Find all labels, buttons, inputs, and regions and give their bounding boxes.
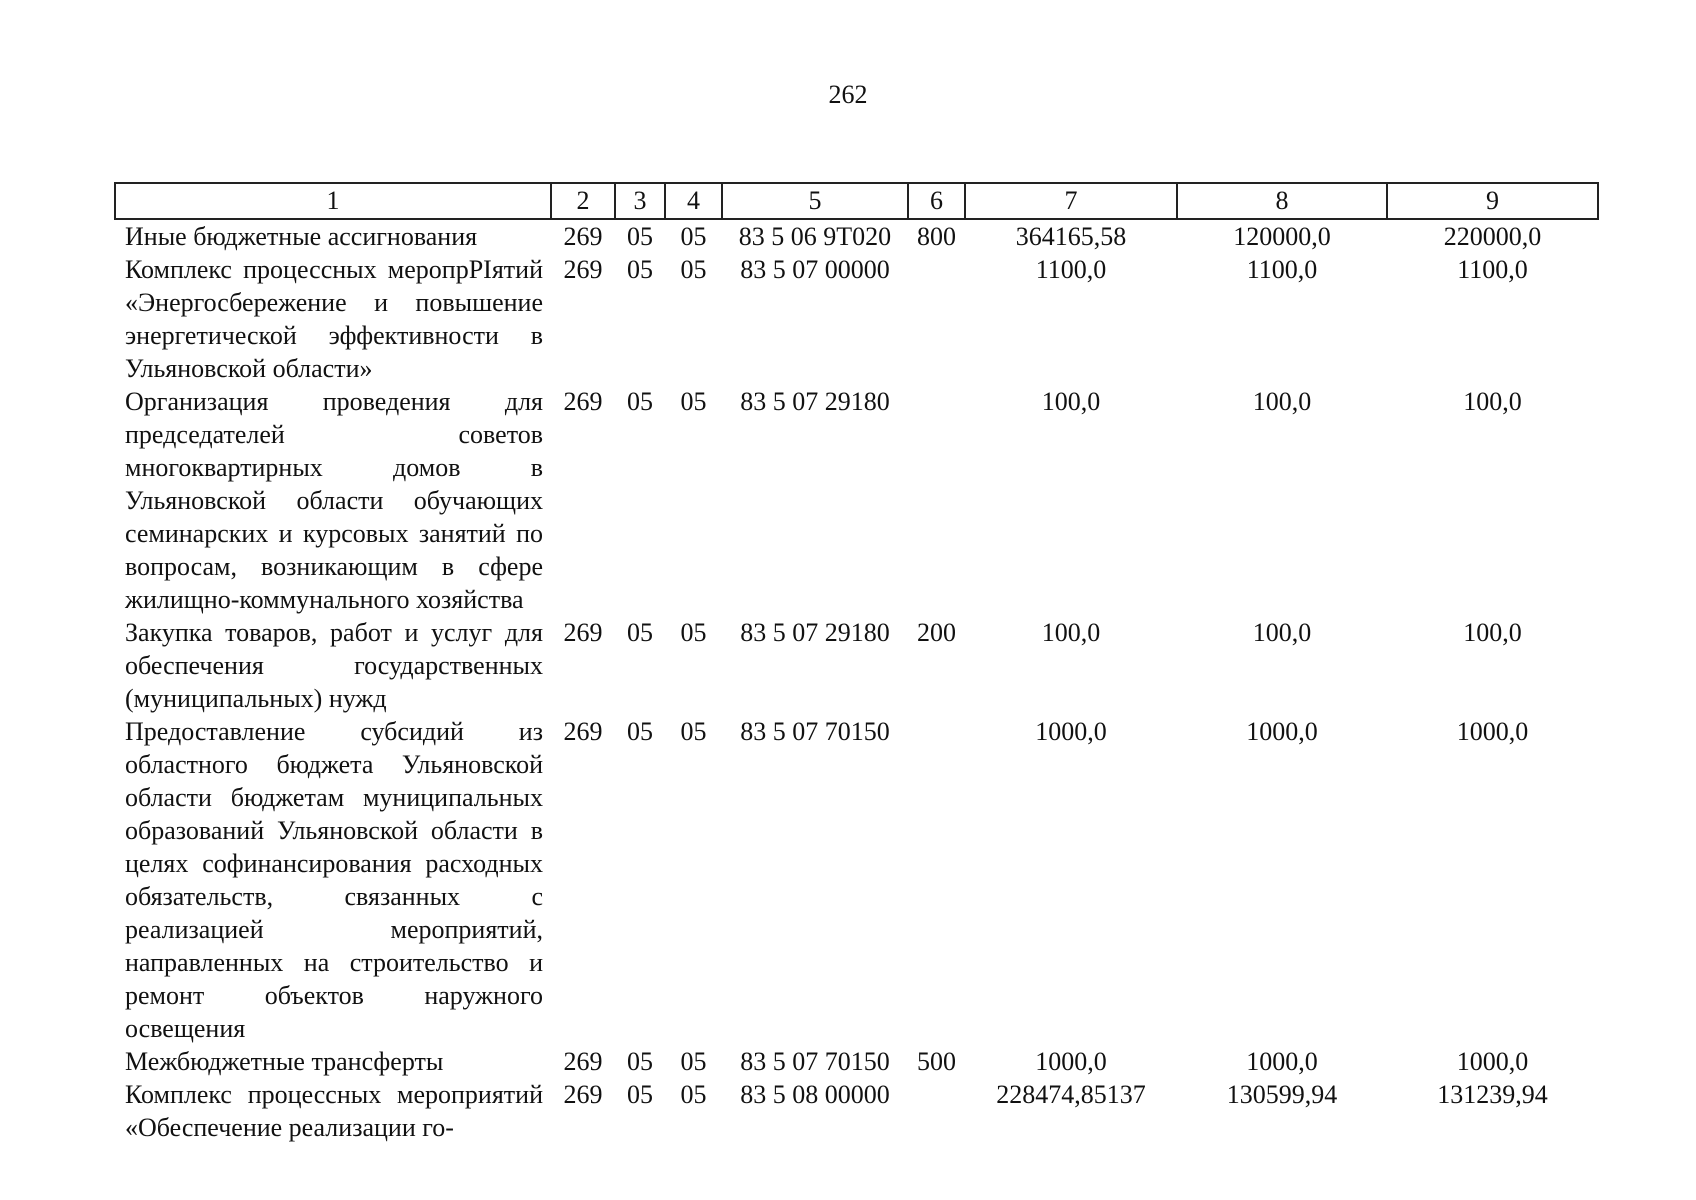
cell-code-3: 05 [627,387,653,416]
cell-code-3: 05 [627,255,653,284]
cell-code-4: 05 [680,1047,707,1076]
table-row [115,715,1598,1045]
page-number: 262 [828,80,868,109]
cell-amount-8: 1100,0 [1246,255,1318,284]
cell-amount-9: 100,0 [1463,618,1522,647]
cell-code-6: 800 [917,222,956,251]
cell-code-5: 83 5 07 29180 [740,618,890,647]
table-row [115,1078,1598,1144]
row-name: Комплекс процессных меропрPIятий «Энергосбережение и повышение энергетической эффективности в Ульяновской области» [125,255,543,383]
cell-amount-9: 131239,94 [1437,1080,1548,1109]
header-col-6: 6 [908,183,965,219]
cell-code-3: 05 [627,1080,653,1109]
header-col-8: 8 [1177,183,1387,219]
cell-amount-8: 1000,0 [1246,717,1318,746]
cell-code-4: 05 [680,618,707,647]
cell-code-2: 269 [563,618,603,647]
cell-amount-8: 130599,94 [1226,1080,1338,1109]
budget-table-container [114,182,1597,1144]
cell-amount-9: 220000,0 [1443,222,1542,251]
header-col-1: 1 [115,183,551,219]
cell-code-4: 05 [680,387,707,416]
cell-amount-9: 1000,0 [1456,1047,1529,1076]
cell-code-4: 05 [680,222,707,251]
cell-code-3: 05 [627,222,653,251]
header-col-7: 7 [965,183,1177,219]
table-row [115,385,1598,616]
header-col-9: 9 [1387,183,1598,219]
table-row [115,219,1598,253]
header-row [115,183,1598,219]
cell-code-2: 269 [563,717,603,746]
header-col-4: 4 [665,183,722,219]
cell-amount-9: 1100,0 [1457,255,1528,284]
cell-code-4: 05 [680,255,707,284]
cell-code-5: 83 5 07 00000 [740,255,890,284]
cell-code-6 [908,1078,965,1144]
cell-amount-7: 1000,0 [1035,717,1107,746]
header-col-2: 2 [551,183,615,219]
cell-amount-8: 120000,0 [1233,222,1331,251]
cell-amount-7: 1100,0 [1035,255,1107,284]
cell-code-2: 269 [563,387,603,416]
cell-code-3: 05 [627,717,653,746]
cell-code-6: 500 [917,1047,956,1076]
header-col-3: 3 [615,183,665,219]
cell-code-6 [908,385,965,616]
cell-code-5: 83 5 06 9Т020 [738,222,892,251]
cell-code-5: 83 5 07 70150 [740,717,890,746]
cell-code-5: 83 5 07 29180 [740,387,890,416]
cell-code-3: 05 [627,618,653,647]
cell-code-2: 269 [563,255,603,284]
row-name: Закупка товаров, работ и услуг для обеспечения государственных (муниципальных) нужд [125,618,543,713]
table-row [115,253,1598,385]
budget-table [114,182,1599,1144]
header-col-5: 5 [722,183,908,219]
cell-amount-7: 100,0 [1041,387,1101,416]
cell-amount-9: 100,0 [1463,387,1522,416]
cell-code-2: 269 [563,222,603,251]
cell-code-5: 83 5 07 70150 [740,1047,890,1076]
cell-code-2: 269 [563,1047,603,1076]
table-row [115,616,1598,715]
cell-code-4: 05 [680,717,707,746]
cell-amount-7: 364165,58 [1015,222,1127,251]
cell-amount-7: 100,0 [1041,618,1101,647]
cell-code-6 [908,253,965,385]
cell-code-6: 200 [917,618,956,647]
row-name: Предоставление субсидий из областного бюджета Ульяновской области бюджетам муниципальных образований Ульяновской области в целях софинансирования расходных обязательств, связанных с реализацией мероприятий, направленных на строительство и ремонт объектов наружного освещения [125,717,543,1043]
cell-code-4: 05 [680,1080,707,1109]
cell-code-2: 269 [563,1080,603,1109]
row-name: Иные бюджетные ассигнования [125,222,478,251]
cell-amount-8: 1000,0 [1246,1047,1318,1076]
row-name: Организация проведения для председателей советов многоквартирных домов в Ульяновской области обучающих семинарских и курсовых занятий по вопросам, возникающим в сфере жилищно-коммунального хозяйства [125,387,543,614]
cell-amount-9: 1000,0 [1456,717,1529,746]
cell-amount-8: 100,0 [1252,387,1312,416]
table-row [115,1045,1598,1078]
cell-code-5: 83 5 08 00000 [740,1080,890,1109]
cell-amount-7: 1000,0 [1035,1047,1107,1076]
row-name: Межбюджетные трансферты [125,1047,444,1076]
cell-amount-7: 228474,85137 [996,1080,1146,1109]
row-name: Комплекс процессных мероприятий «Обеспечение реализации го- [125,1080,543,1142]
cell-code-6 [908,715,965,1045]
cell-amount-8: 100,0 [1252,618,1312,647]
cell-code-3: 05 [627,1047,653,1076]
